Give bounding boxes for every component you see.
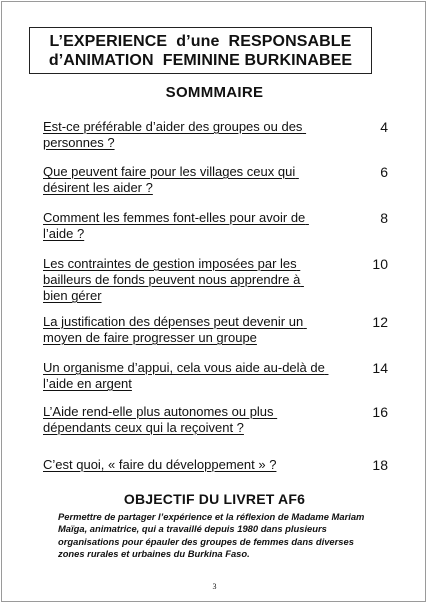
- toc-entry-text[interactable]: C’est quoi, « faire du développement » ?: [43, 457, 277, 472]
- toc-entry-page: 18: [372, 457, 388, 473]
- toc-entry-page: 10: [372, 256, 388, 272]
- toc-entry[interactable]: [43, 360, 388, 392]
- toc-entry-text[interactable]: Est-ce préférable d’aider des groupes ou des personnes ?: [43, 119, 307, 150]
- objective-text: Permettre de partager l’expérience et la réflexion de Madame Mariam Maïga, animatrice, qui a travaillé depuis 1980 dans plusieurs organisations pour épauler des groupes de femmes dans diverses zones rurales et urbaines du Burkina Faso.: [58, 511, 365, 560]
- toc-entry-text[interactable]: Comment les femmes font-elles pour avoir de l’aide ?: [43, 210, 309, 241]
- toc-entry[interactable]: [43, 119, 388, 151]
- toc-entry[interactable]: [43, 314, 388, 346]
- toc-entry-text[interactable]: Que peuvent faire pour les villages ceux qui désirent les aider ?: [43, 164, 299, 195]
- toc-entry[interactable]: [43, 210, 388, 242]
- objective-heading: OBJECTIF DU LIVRET AF6: [123, 491, 306, 507]
- document-title-line-1: L’EXPERIENCE d’une RESPONSABLE: [49, 32, 352, 50]
- toc-entry[interactable]: [43, 404, 388, 436]
- title-box: [29, 27, 372, 74]
- page-number: 3: [212, 582, 217, 591]
- toc-entry-page: 12: [372, 314, 388, 330]
- toc-entry[interactable]: [43, 256, 388, 304]
- toc-entry-page: 8: [380, 210, 388, 226]
- toc-entry[interactable]: [43, 457, 388, 473]
- toc-entry-text[interactable]: L’Aide rend-elle plus autonomes ou plus dépendants ceux qui la reçoivent ?: [43, 404, 278, 435]
- toc-entry[interactable]: [43, 164, 388, 196]
- toc-entry-page: 6: [380, 164, 388, 180]
- toc-entry-text[interactable]: Les contraintes de gestion imposées par les bailleurs de fonds peuvent nous apprendre à bien gérer: [43, 256, 304, 303]
- toc-entry-text[interactable]: La justification des dépenses peut devenir un moyen de faire progresser un groupe: [43, 314, 307, 345]
- toc-entry-text[interactable]: Un organisme d’appui, cela vous aide au-delà de l’aide en argent: [43, 360, 329, 391]
- document-title-line-2: d’ANIMATION FEMININE BURKINABEE: [48, 51, 353, 69]
- toc-entry-page: 14: [372, 360, 388, 376]
- toc-entry-page: 16: [372, 404, 388, 420]
- toc-entry-page: 4: [380, 119, 388, 135]
- toc-heading: SOMMMAIRE: [165, 84, 264, 101]
